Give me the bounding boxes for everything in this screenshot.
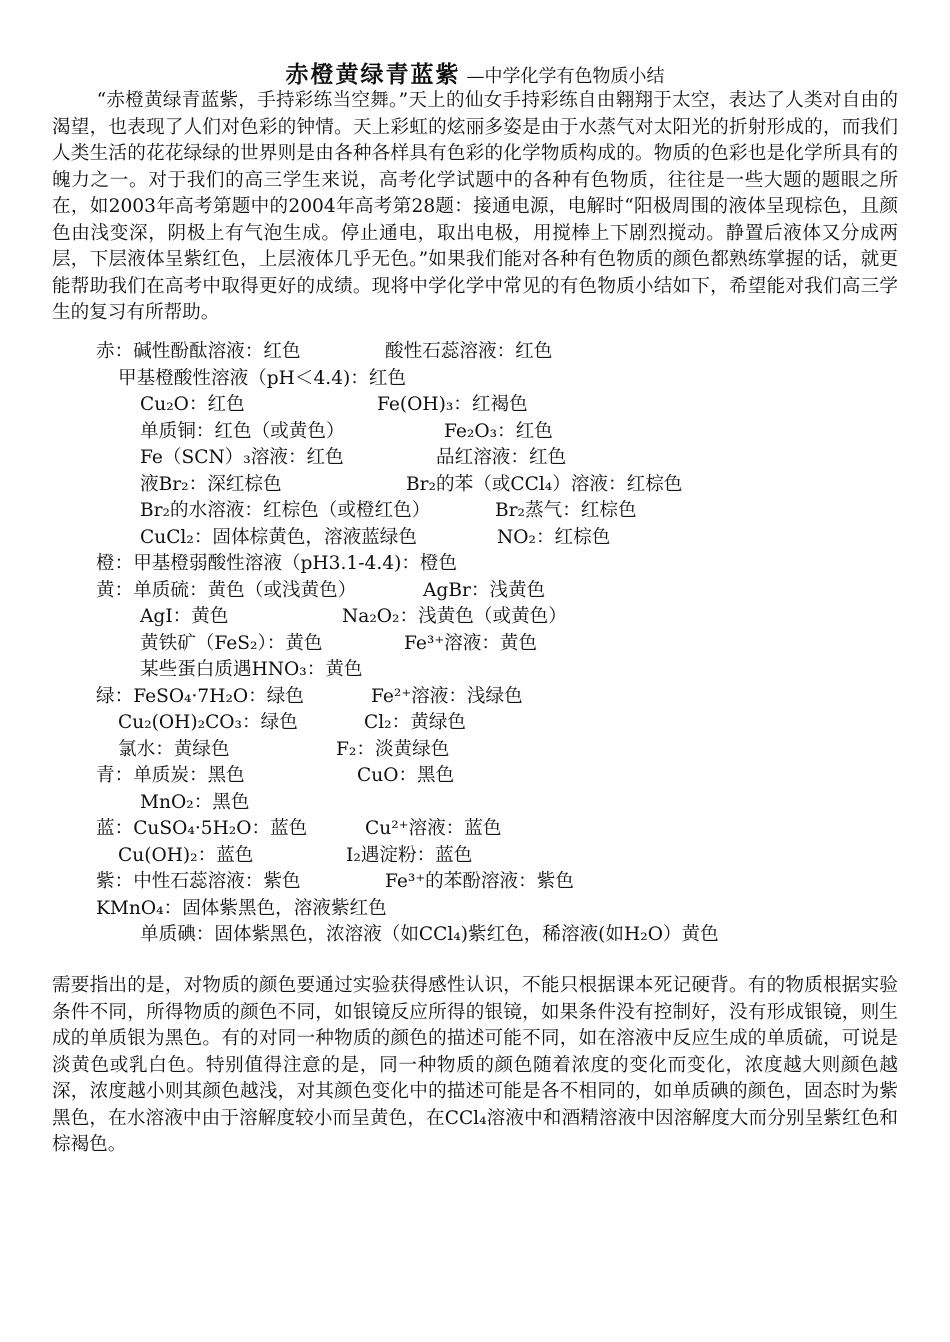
list-item-text: Br₂蒸气：红棕色	[495, 500, 637, 521]
list-item-text: 蓝：CuSO₄·5H₂O：蓝色	[96, 818, 308, 839]
list-item-text: 黄铁矿（FeS₂）：黄色	[140, 632, 323, 654]
list-item-text: 液Br₂：深红棕色	[140, 473, 282, 495]
title-subtitle: —中学化学有色物质小结	[466, 66, 665, 87]
list-item-text: 橙：甲基橙弱酸性溶液（pH3.1-4.4)：橙色	[96, 553, 458, 574]
list-item-text: Fe²⁺溶液：浅绿色	[371, 685, 523, 707]
intro-paragraph: “赤橙黄绿青蓝紫，手持彩练当空舞。”天上的仙女手持彩练自由翱翔于太空，表达了人类对自由的渴望，也表现了人们对色彩的钟情。天上彩虹的炫丽多姿是由于水蒸气对太阳光的折射形成的，而我们人类生活的花花绿绿的世界则是由各种各样具有色彩的化学物质构成的。物质的色彩也是化学所具有的魄力之一。对于我们的高三学生来说，高考化学试题中的各种有色物质，往往是一些大题的题眼之所在，如2003年高考第题中的2004年高考第28题：接通电源，电解时“阳极周围的液体呈现棕色，且颜色由浅变深，阴极上有气泡生成。停止通电，取出电极，用搅棒上下剧烈搅动。静置后液体又分成两层，下层液体呈紫红色，上层液体几乎无色。”如果我们能对各种有色物质的颜色都熟练掌握的话，就更能帮助我们在高考中取得更好的成绩。现将中学化学中常见的有色物质小结如下，希望能对我们高三学生的复习有所帮助。	[52, 90, 898, 323]
list-item-text: 酸性石蕊溶液：红色	[385, 341, 553, 362]
list-item-text: Cu₂(OH)₂CO₃：绿色	[118, 712, 298, 733]
list-item-text: Cl₂：黄绿色	[364, 712, 467, 733]
list-item-text: Br₂的水溶液：红棕色（或橙红色）	[140, 500, 431, 521]
list-item-text: Cu(OH)₂：蓝色	[118, 844, 254, 866]
list-item-text: 黄：单质硫：黄色（或浅黄色）	[96, 579, 357, 601]
list-item-text: 青：单质炭：黑色	[96, 765, 245, 786]
list-item-text: Cu₂O：红色	[140, 394, 245, 415]
list-item-text: 紫：中性石蕊溶液：紫色	[96, 871, 301, 892]
list-item-text: 品红溶液：红色	[436, 447, 567, 468]
list-item-text: CuO：黑色	[357, 765, 455, 786]
list-item-text: 氯水：黄绿色	[118, 738, 230, 760]
list-item-text: Na₂O₂：浅黄色（或黄色）	[342, 606, 567, 627]
list-item-text: Fe（SCN）₃溶液：红色	[140, 447, 344, 468]
page-title	[0, 56, 950, 89]
list-item-text: Fe₂O₃：红色	[444, 420, 553, 442]
list-item-text: 赤：碱性酚酞溶液：红色	[96, 341, 301, 362]
list-item-text: Fe(OH)₃：红褐色	[377, 394, 528, 415]
list-item-text: Fe³⁺的苯酚溶液：紫色	[385, 871, 574, 892]
list-item-text: KMnO₄：固体紫黑色，溶液紫红色	[96, 897, 387, 919]
list-item-text: MnO₂：黑色	[140, 791, 250, 813]
list-item-text: 甲基橙酸性溶液（pH＜4.4)：红色	[118, 367, 407, 389]
list-item-text: Br₂的苯（或CCl₄）溶液：红棕色	[406, 473, 683, 495]
list-item-text: 某些蛋白质遇HNO₃：黄色	[140, 659, 363, 680]
list-item-text: NO₂：红棕色	[497, 526, 611, 548]
list-item-text: AgBr：浅黄色	[423, 579, 546, 601]
list-item-text: 单质铜：红色（或黄色）	[140, 420, 345, 442]
list-item-text: CuCl₂：固体棕黄色，溶液蓝绿色	[140, 526, 417, 548]
list-item-text: 绿：FeSO₄·7H₂O：绿色	[96, 685, 304, 707]
title-main: 赤橙黄绿青蓝紫	[285, 61, 461, 88]
list-item-text: Cu²⁺溶液：蓝色	[365, 818, 502, 839]
list-item-text: I₂遇淀粉：蓝色	[346, 844, 473, 866]
list-item-text: F₂：淡黄绿色	[336, 738, 450, 760]
list-item-text: AgI：黄色	[140, 606, 229, 627]
closing-paragraph: 需要指出的是，对物质的颜色要通过实验获得感性认识，不能只根据课本死记硬背。有的物质根据实验条件不同，所得物质的颜色不同，如银镜反应所得的银镜，如果条件没有控制好，没有形成银镜，则生成的单质银为黑色。有的对同一种物质的颜色的描述可能不同，如在溶液中反应生成的单质硫，可说是淡黄色或乳白色。特别值得注意的是，同一种物质的颜色随着浓度的变化而变化，浓度越大则颜色越深，浓度越小则其颜色越浅，对其颜色变化中的描述可能是各不相同的，如单质碘的颜色，固态时为紫黑色，在水溶液中由于溶解度较小而呈黄色，在CCl₄溶液中和酒精溶液中因溶解度大而分别呈紫红色和棕褐色。	[52, 975, 898, 1155]
list-item-text: Fe³⁺溶液：黄色	[404, 632, 538, 654]
list-item-text: 单质碘：固体紫黑色，浓溶液（如CCl₄)紫红色，稀溶液(如H₂O）黄色	[140, 924, 719, 945]
